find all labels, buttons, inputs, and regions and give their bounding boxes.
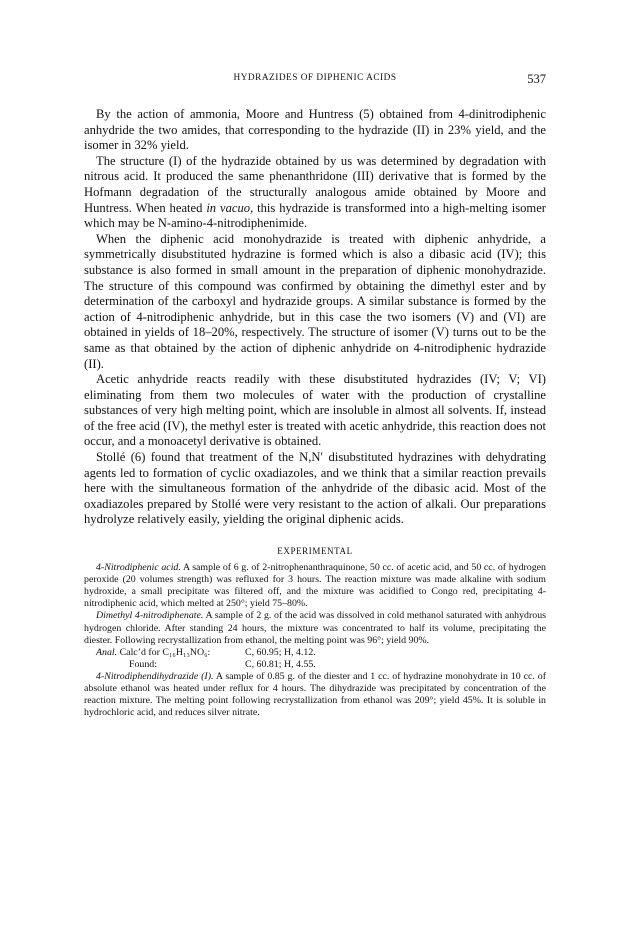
experimental-dimethyl-ester bbox=[84, 610, 546, 646]
found-label: Found: bbox=[129, 658, 157, 670]
experimental-title: 4-Nitrodiphenic acid. bbox=[96, 562, 181, 574]
anal-italic: Anal. bbox=[96, 646, 118, 658]
experimental-dihydrazide bbox=[84, 671, 546, 719]
paragraph-ammonia: By the action of ammonia, Moore and Huntress (5) obtained from 4-dinitrodiphenic anhydride the two amides, that corresponding to the hydrazide (II) in 23% yield, and the isomer in 32% yield. bbox=[84, 107, 546, 153]
paragraph-structure-part1: The structure (I) of the hydrazide obtained by us was determined by degradation with nitrous acid. It produced the same phenanthridone (III) derivative that is formed by the Hofmann degradation of the structurally analogous amide obtained by Moore and Huntress. When heated bbox=[84, 153, 546, 215]
experimental-title: 4-Nitrodiphendihydrazide (I). bbox=[96, 670, 214, 682]
experimental-text: A sample of 2 g. of the acid was dissolved in cold methanol saturated with anhydrous hydrogen chloride. After standing 24 hours, the mixture was concentrated to half its volume, precipitating the diester. Following recrystallization from ethanol, the melting point was 96°; yield 90%. bbox=[84, 610, 547, 646]
found-values: C, 60.81; H, 4.55. bbox=[245, 658, 316, 670]
analysis-found-row bbox=[84, 659, 546, 671]
experimental-section bbox=[84, 562, 546, 719]
body-text bbox=[84, 107, 546, 719]
experimental-text: A sample of 0.85 g. of the diester and 1 cc. of hydrazine monohydrate in 10 cc. of absolute ethanol was heated under reflux for 4 hours. The dihydrazide was precipitated by concentration of the reaction mixture. The melting point following recrystallization from ethanol was 209°; yield 45%. It is soluble in hydrochloric acid, and reduces silver nitrate. bbox=[84, 670, 546, 719]
experimental-title: Dimethyl 4-nitrodiphenate. bbox=[96, 610, 204, 622]
section-heading-experimental: EXPERIMENTAL bbox=[277, 546, 353, 557]
analysis-calculated-row bbox=[84, 647, 546, 659]
paragraph-monohydrazide: When the diphenic acid monohydrazide is treated with diphenic anhydride, a symmetrically disubstituted hydrazine is formed which is also a dibasic acid (IV); this substance is also formed in small amount in the preparation of diphenic monohydrazide. The structure of this compound was confirmed by obtaining the dimethyl ester and by determination of the carboxyl and hydrazide groups. A similar substance is formed by the action of 4-nitrodiphenic anhydride, but in this case the two isomers (V) and (VI) are obtained in yields of 18–20%, respectively. The structure of isomer (V) turns out to be the same as that obtained by the action of diphenic anhydride on 4-nitrodiphenic hydrazide (II). bbox=[84, 231, 546, 371]
running-title: HYDRAZIDES OF DIPHENIC ACIDS bbox=[233, 73, 397, 83]
analysis-label bbox=[96, 647, 210, 659]
experimental-nitrodiphenic-acid bbox=[84, 562, 546, 610]
experimental-text: A sample of 6 g. of 2-nitrophenanthraquinone, 50 cc. of acetic acid, and 50 cc. of hydrogen peroxide (20 volumes strength) was refluxed for 3 hours. The reaction mixture was made alkaline with sodium hydroxide, a small precipitate was filtered off, and the mixture was acidified to Congo red, precipitating 4-nitrodiphenic acid, which melted at 250°; yield 75–80%. bbox=[84, 562, 546, 610]
page-header bbox=[84, 73, 546, 89]
page-number: 537 bbox=[527, 72, 546, 86]
calc-label: Calc’d for C₁₆H₁₃NO₆: bbox=[117, 646, 211, 658]
paragraph-structure bbox=[84, 154, 546, 232]
italic-in-vacuo: in vacuo bbox=[206, 200, 251, 215]
calculated-values: C, 60.95; H, 4.12. bbox=[245, 646, 316, 658]
paragraph-structure-part2: , this hydrazide is transformed into a high-melting isomer which may be N-amino-4-nitrodiphenimide. bbox=[84, 200, 546, 231]
paragraph-acetic-anhydride: Acetic anhydride reacts readily with these disubstituted hydrazides (IV; V; VI) eliminating from them two molecules of water with the production of crystalline substances of very high melting point, which are insoluble in almost all solvents. If, instead of the free acid (IV), the methyl ester is treated with acetic anhydride, this reaction does not occur, and a monoacetyl derivative is obtained. bbox=[84, 372, 546, 449]
paragraph-stolle: Stollé (6) found that treatment of the N,N′ disubstituted hydrazines with dehydrating agents led to formation of cyclic oxadiazoles, and we think that a similar reaction prevails here with the simultaneous formation of the anhydride of the dibasic acid. Most of the oxadiazoles prepared by Stollé were very resistant to the action of alkali. Our preparations hydrolyze relatively easily, yielding the original diphenic acids. bbox=[84, 450, 546, 527]
